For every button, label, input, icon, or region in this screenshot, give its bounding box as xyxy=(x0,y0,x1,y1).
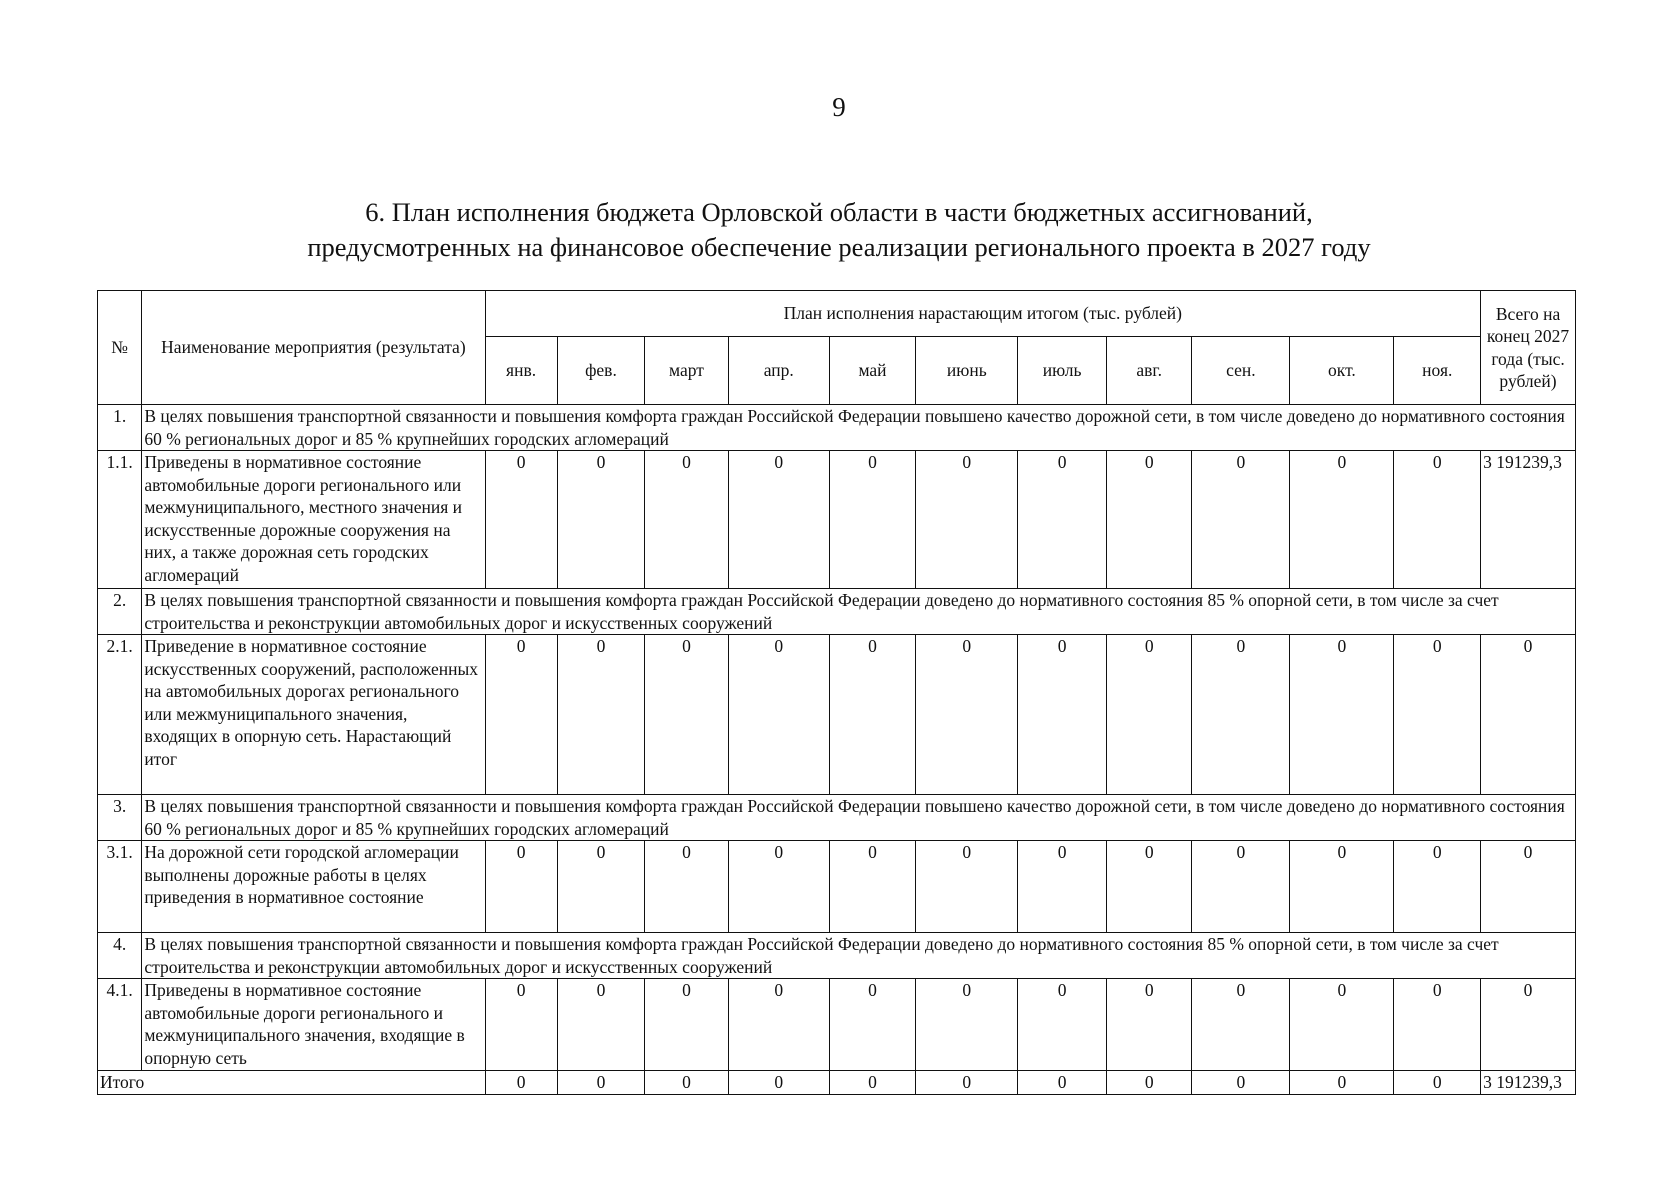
item-number: 2.1. xyxy=(98,635,142,795)
item-name: На дорожной сети городской агломерации выполнены дорожные работы в целях приведения в нормативное состояние xyxy=(142,841,485,933)
month-value: 0 xyxy=(485,979,557,1071)
col-header-number: № xyxy=(98,291,142,405)
month-value: 0 xyxy=(829,451,916,589)
total-month-value: 0 xyxy=(645,1071,728,1095)
month-header: янв. xyxy=(485,337,557,405)
item-row xyxy=(98,635,1576,795)
total-month-value: 0 xyxy=(1192,1071,1290,1095)
month-value: 0 xyxy=(557,841,645,933)
month-value: 0 xyxy=(485,841,557,933)
month-header: май xyxy=(829,337,916,405)
month-value: 0 xyxy=(1192,979,1290,1071)
item-total: 3 191239,3 xyxy=(1481,451,1576,589)
month-value: 0 xyxy=(645,451,728,589)
month-value: 0 xyxy=(645,841,728,933)
month-value: 0 xyxy=(1018,841,1107,933)
total-month-value: 0 xyxy=(1394,1071,1481,1095)
grand-total: 3 191239,3 xyxy=(1481,1071,1576,1095)
month-value: 0 xyxy=(1192,841,1290,933)
month-value: 0 xyxy=(1106,451,1192,589)
item-number: 4.1. xyxy=(98,979,142,1071)
month-value: 0 xyxy=(1018,979,1107,1071)
item-number: 1.1. xyxy=(98,451,142,589)
section-number: 1. xyxy=(98,405,142,451)
month-value: 0 xyxy=(1192,451,1290,589)
item-name: Приведены в нормативное состояние автомобильные дороги регионального и межмуниципального значения, входящие в опорную сеть xyxy=(142,979,485,1071)
total-row xyxy=(98,1071,1576,1095)
month-value: 0 xyxy=(1018,451,1107,589)
total-month-value: 0 xyxy=(1018,1071,1107,1095)
month-header: ноя. xyxy=(1394,337,1481,405)
section-number: 3. xyxy=(98,795,142,841)
month-value: 0 xyxy=(1394,979,1481,1071)
total-month-value: 0 xyxy=(728,1071,829,1095)
section-text: В целях повышения транспортной связанности и повышения комфорта граждан Российской Федерации доведено до нормативного состояния 85 % опорной сети, в том числе за счет строительства и реконструкции автомобильных дорог и искусственных сооружений xyxy=(142,589,1576,635)
col-header-total: Всего на конец 2027 года (тыс. рублей) xyxy=(1481,291,1576,405)
month-value: 0 xyxy=(1018,635,1107,795)
section-row xyxy=(98,933,1576,979)
month-value: 0 xyxy=(1106,979,1192,1071)
month-value: 0 xyxy=(728,841,829,933)
month-value: 0 xyxy=(1290,635,1394,795)
month-header: сен. xyxy=(1192,337,1290,405)
month-header: фев. xyxy=(557,337,645,405)
item-row xyxy=(98,841,1576,933)
month-value: 0 xyxy=(1106,635,1192,795)
month-value: 0 xyxy=(916,979,1018,1071)
total-month-value: 0 xyxy=(916,1071,1018,1095)
total-month-value: 0 xyxy=(485,1071,557,1095)
month-value: 0 xyxy=(645,979,728,1071)
page-number: 9 xyxy=(832,92,846,122)
month-value: 0 xyxy=(1394,451,1481,589)
month-value: 0 xyxy=(1394,841,1481,933)
item-number: 3.1. xyxy=(98,841,142,933)
month-value: 0 xyxy=(829,979,916,1071)
month-value: 0 xyxy=(645,635,728,795)
item-total: 0 xyxy=(1481,979,1576,1071)
section-number: 2. xyxy=(98,589,142,635)
month-value: 0 xyxy=(728,451,829,589)
month-value: 0 xyxy=(1290,841,1394,933)
month-value: 0 xyxy=(916,451,1018,589)
month-value: 0 xyxy=(728,635,829,795)
item-row xyxy=(98,451,1576,589)
month-value: 0 xyxy=(485,451,557,589)
month-header: март xyxy=(645,337,728,405)
budget-plan-table xyxy=(97,290,1576,1095)
title-line-1: 6. План исполнения бюджета Орловской области в части бюджетных ассигнований, xyxy=(365,197,1313,227)
section-row xyxy=(98,795,1576,841)
month-value: 0 xyxy=(1290,979,1394,1071)
col-header-name: Наименование мероприятия (результата) xyxy=(142,291,485,405)
month-header: июль xyxy=(1018,337,1107,405)
item-row xyxy=(98,979,1576,1071)
item-total: 0 xyxy=(1481,841,1576,933)
month-header: авг. xyxy=(1106,337,1192,405)
month-value: 0 xyxy=(1394,635,1481,795)
item-total: 0 xyxy=(1481,635,1576,795)
month-value: 0 xyxy=(557,451,645,589)
month-value: 0 xyxy=(728,979,829,1071)
item-name: Приведение в нормативное состояние искусственных сооружений, расположенных на автомобильных дорогах регионального или межмуниципального значения, входящих в опорную сеть. Нарастающий итог xyxy=(142,635,485,795)
month-value: 0 xyxy=(916,635,1018,795)
month-value: 0 xyxy=(1106,841,1192,933)
document-title xyxy=(0,195,1678,265)
total-month-value: 0 xyxy=(1106,1071,1192,1095)
section-row xyxy=(98,405,1576,451)
section-text: В целях повышения транспортной связанности и повышения комфорта граждан Российской Федерации доведено до нормативного состояния 85 % опорной сети, в том числе за счет строительства и реконструкции автомобильных дорог и искусственных сооружений xyxy=(142,933,1576,979)
month-value: 0 xyxy=(1290,451,1394,589)
month-header: апр. xyxy=(728,337,829,405)
month-header: окт. xyxy=(1290,337,1394,405)
col-header-plan: План исполнения нарастающим итогом (тыс. рублей) xyxy=(485,291,1481,337)
item-name: Приведены в нормативное состояние автомобильные дороги регионального или межмуниципального, местного значения и искусственные дорожные сооружения на них, а также дорожная сеть городских агломераций xyxy=(142,451,485,589)
title-line-2: предусмотренных на финансовое обеспечение реализации регионального проекта в 2027 году xyxy=(307,232,1371,262)
total-month-value: 0 xyxy=(829,1071,916,1095)
section-number: 4. xyxy=(98,933,142,979)
month-value: 0 xyxy=(557,635,645,795)
month-value: 0 xyxy=(485,635,557,795)
month-value: 0 xyxy=(829,635,916,795)
month-value: 0 xyxy=(916,841,1018,933)
month-value: 0 xyxy=(829,841,916,933)
total-month-value: 0 xyxy=(1290,1071,1394,1095)
total-label: Итого xyxy=(98,1071,486,1095)
section-row xyxy=(98,589,1576,635)
section-text: В целях повышения транспортной связанности и повышения комфорта граждан Российской Федерации повышено качество дорожной сети, в том числе доведено до нормативного состояния 60 % региональных дорог и 85 % крупнейших городских агломераций xyxy=(142,405,1576,451)
section-text: В целях повышения транспортной связанности и повышения комфорта граждан Российской Федерации повышено качество дорожной сети, в том числе доведено до нормативного состояния 60 % региональных дорог и 85 % крупнейших городских агломераций xyxy=(142,795,1576,841)
month-value: 0 xyxy=(1192,635,1290,795)
total-month-value: 0 xyxy=(557,1071,645,1095)
month-value: 0 xyxy=(557,979,645,1071)
month-header: июнь xyxy=(916,337,1018,405)
